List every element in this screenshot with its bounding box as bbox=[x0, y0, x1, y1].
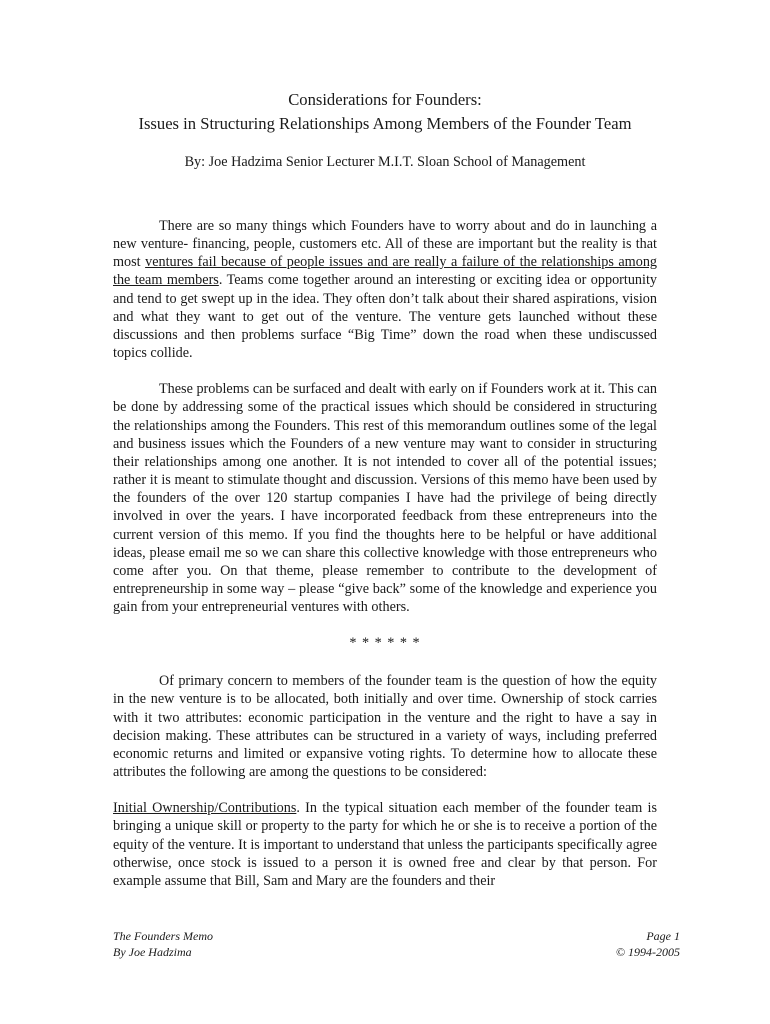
footer-row-1 bbox=[113, 928, 680, 944]
paragraph-initial-ownership-text: . In the typical situation each member of the founder team is bringing a unique skill or property to the party for which he or she is to receive a portion of the equity of the venture. It is important to understand that unless the participants specifically agree otherwise, once stock is issued to a person it is owned free and clear by that person. For example assume that Bill, Sam and Mary are the founders and their bbox=[113, 800, 657, 889]
paragraph-equity: Of primary concern to members of the founder team is the question of how the equity in the new venture is to be allocated, both initially and over time. Ownership of stock carries with it two attributes: economic participation in the venture and the right to have a say in decision making. These attributes can be structured in a variety of ways, including preferred economic returns and limited or expansive voting rights. To determine how to allocate these attributes the following are among the questions to be considered: bbox=[113, 673, 657, 781]
paragraph-initial-ownership bbox=[113, 799, 657, 890]
footer-page-number: Page 1 bbox=[646, 929, 680, 943]
section-separator: * * * * * * bbox=[349, 635, 421, 652]
author-byline: By: Joe Hadzima Senior Lecturer M.I.T. Sloan School of Management bbox=[184, 154, 586, 170]
paragraph-purpose: These problems can be surfaced and dealt with early on if Founders work at it. This can be done by addressing some of the practical issues which should be considered in structuring the relationships among the Founders. This rest of this memorandum outlines some of the legal and business issues which the Founders of a new venture may want to consider in structuring their relationships among one another. It is not intended to cover all of the potential issues; rather it is meant to stimulate thought and discussion. Versions of this memo have been used by the founders of the over 120 startup companies I have had the privilege of being directly involved in over the years. I have incorporated feedback from these entrepreneurs into the current version of this memo. If you find the thoughts here to be helpful or have additional ideas, please email me so we can share this collective knowledge with those entrepreneurs who come after you. On that theme, please remember to contribute to the development of entrepreneurship in some way – please “give back” some of the knowledge and experience you gain from your entrepreneurial ventures with others. bbox=[113, 381, 657, 616]
title-block bbox=[113, 88, 657, 172]
footer-author: By Joe Hadzima bbox=[113, 945, 192, 959]
underlined-key-point: ventures fail because of people issues and are really a failure of the relationships among the team members bbox=[113, 254, 658, 289]
document-body bbox=[113, 217, 657, 890]
paragraph-intro-text-after: . Teams come together around an interesting or exciting idea or opportunity and tend to get swept up in the idea. They often don’t talk about their shared aspirations, vision and what they want to get out of the venture. The venture gets launched without these discussions and then problems surface “Big Time” down the road when these undiscussed topics collide. bbox=[113, 272, 657, 362]
footer-row-2 bbox=[113, 944, 680, 960]
footer-copyright: © 1994-2005 bbox=[615, 945, 680, 959]
paragraph-intro bbox=[113, 217, 657, 362]
paragraph-intro-text-before: There are so many things which Founders have to worry about and do in launching a new venture- financing, people, customers etc. All of these are important but the reality is that most bbox=[113, 218, 657, 271]
document-subtitle: Issues in Structuring Relationships Among Members of the Founder Team bbox=[138, 114, 632, 133]
document-title: Considerations for Founders: bbox=[288, 90, 482, 109]
footer-memo-title: The Founders Memo bbox=[113, 929, 213, 943]
document-page bbox=[113, 88, 657, 908]
section-heading-initial-ownership: Initial Ownership/Contributions bbox=[113, 800, 297, 817]
page-footer bbox=[113, 928, 680, 960]
